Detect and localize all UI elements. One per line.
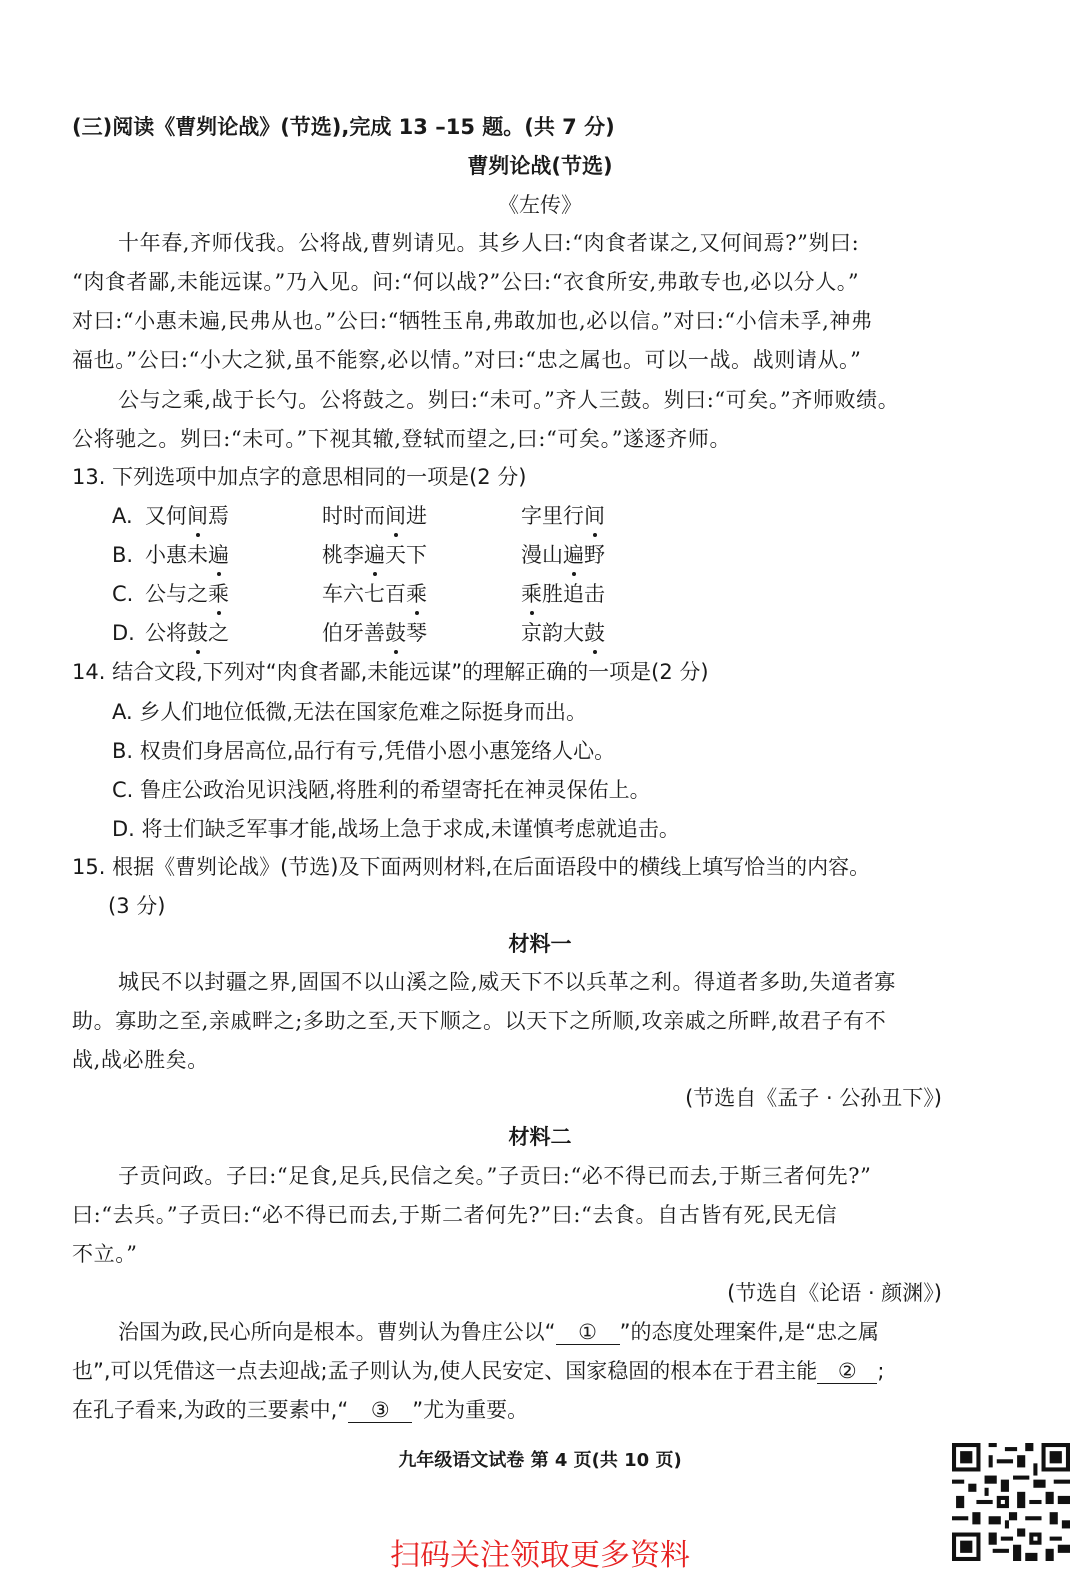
dotted-character: 遍: [208, 540, 229, 570]
dotted-character: 鼓: [584, 618, 605, 648]
dotted-character: 间: [187, 501, 208, 531]
dotted-character: 间: [385, 501, 406, 531]
question-14-option: A. 乡人们地位低微,无法在国家危难之际挺身而出。: [112, 700, 588, 724]
dotted-character: 鼓: [187, 618, 208, 648]
answer-blank-3[interactable]: ③: [348, 1398, 412, 1423]
fill-line-2: 也”,可以凭借这一点去迎战;孟子则认为,使人民安定、国家稳固的根本在于君主能 ② ;: [72, 1359, 885, 1383]
passage-line: “肉食者鄙,未能远谋。”乃入见。问:“何以战?”公曰:“衣食所安,弗敢专也,必以分人。”: [72, 270, 860, 294]
dotted-character: 鼓: [385, 618, 406, 648]
option-letter: B.: [112, 543, 134, 567]
fill-line-3: 在孔子看来,为政的三要素中,“ ③ ”尤为重要。: [72, 1398, 529, 1422]
passage-title: 曹刿论战(节选): [467, 154, 613, 178]
option-item: 桃李遍天下: [322, 540, 427, 570]
material-2-line: 子贡问政。子曰:“足食,足兵,民信之矣。”子贡曰:“必不得已而去,于斯三者何先?”: [118, 1164, 872, 1188]
passage-line: 十年春,齐师伐我。公将战,曹刿请见。其乡人曰:“肉食者谋之,又何间焉?”刿曰:: [118, 231, 860, 255]
material-1-line: 助。寡助之至,亲戚畔之;多助之至,天下顺之。以天下之所顺,攻亲戚之所畔,故君子有不: [72, 1009, 887, 1033]
option-item: 公将鼓之: [145, 618, 229, 648]
question-14-option: B. 权贵们身居高位,品行有亏,凭借小恩小惠笼络人心。: [112, 739, 616, 763]
fill-line-1: 治国为政,民心所向是根本。曹刿认为鲁庄公以“ ① ”的态度处理案件,是“忠之属: [118, 1320, 879, 1344]
material-1-line: 战,战必胜矣。: [72, 1048, 209, 1072]
passage-line: 公将驰之。刿曰:“未可。”下视其辙,登轼而望之,曰:“可矣。”遂逐齐师。: [72, 427, 732, 451]
material-2-source: (节选自《论语 · 颜渊》): [727, 1281, 942, 1305]
question-15-points: (3 分): [108, 894, 166, 918]
option-letter: D.: [112, 621, 135, 645]
dotted-character: 遍: [364, 540, 385, 570]
dotted-character: 间: [584, 501, 605, 531]
material-2-title: 材料二: [508, 1125, 572, 1149]
option-letter: A.: [112, 504, 133, 528]
option-item: 时时而间进: [322, 501, 427, 531]
option-item: 字里行间: [521, 501, 605, 531]
material-2-line: 曰:“去兵。”子贡曰:“必不得已而去,于斯二者何先?”曰:“去食。自古皆有死,民无信: [72, 1203, 838, 1227]
question-14-option: D. 将士们缺乏军事才能,战场上急于求成,未谨慎考虑就追击。: [112, 817, 680, 841]
question-14-stem: 14. 结合文段,下列对“肉食者鄙,未能远谋”的理解正确的一项是(2 分): [72, 660, 709, 684]
page-footer: 九年级语文试卷 第 4 页(共 10 页): [398, 1450, 682, 1471]
option-item: 乘胜追击: [521, 579, 605, 609]
material-1-title: 材料一: [508, 932, 572, 956]
section-header: (三)阅读《曹刿论战》(节选),完成 13 –15 题。(共 7 分): [72, 115, 615, 139]
option-letter: C.: [112, 582, 134, 606]
option-item: 车六七百乘: [322, 579, 427, 609]
option-item: 小惠未遍: [145, 540, 229, 570]
passage-source: 《左传》: [498, 193, 582, 217]
option-item: 京韵大鼓: [521, 618, 605, 648]
passage-line: 福也。”公曰:“小大之狱,虽不能察,必以情。”对曰:“忠之属也。可以一战。战则请从。”: [72, 348, 862, 372]
answer-blank-2[interactable]: ②: [817, 1359, 877, 1384]
option-item: 又何间焉: [145, 501, 229, 531]
option-item: 伯牙善鼓琴: [322, 618, 427, 648]
question-13-stem: 13. 下列选项中加点字的意思相同的一项是(2 分): [72, 465, 527, 489]
dotted-character: 乘: [208, 579, 229, 609]
material-1-line: 城民不以封疆之界,固国不以山溪之险,威天下不以兵革之利。得道者多助,失道者寡: [118, 970, 896, 994]
dotted-character: 遍: [563, 540, 584, 570]
question-15-stem: 15. 根据《曹刿论战》(节选)及下面两则材料,在后面语段中的横线上填写恰当的内容。: [72, 855, 871, 879]
question-14-option: C. 鲁庄公政治见识浅陋,将胜利的希望寄托在神灵保佑上。: [112, 778, 651, 802]
material-1-source: (节选自《孟子 · 公孙丑下》): [685, 1086, 942, 1110]
passage-line: 公与之乘,战于长勺。公将鼓之。刿曰:“未可。”齐人三鼓。刿曰:“可矣。”齐师败绩。: [118, 388, 900, 412]
promo-text: 扫码关注领取更多资料: [390, 1538, 690, 1573]
answer-blank-1[interactable]: ①: [556, 1320, 620, 1345]
material-2-line: 不立。”: [72, 1242, 138, 1266]
dotted-character: 乘: [521, 579, 542, 609]
option-item: 漫山遍野: [521, 540, 605, 570]
option-item: 公与之乘: [145, 579, 229, 609]
dotted-character: 乘: [406, 579, 427, 609]
passage-line: 对曰:“小惠未遍,民弗从也。”公曰:“牺牲玉帛,弗敢加也,必以信。”对曰:“小信未孚,神弗: [72, 309, 873, 333]
